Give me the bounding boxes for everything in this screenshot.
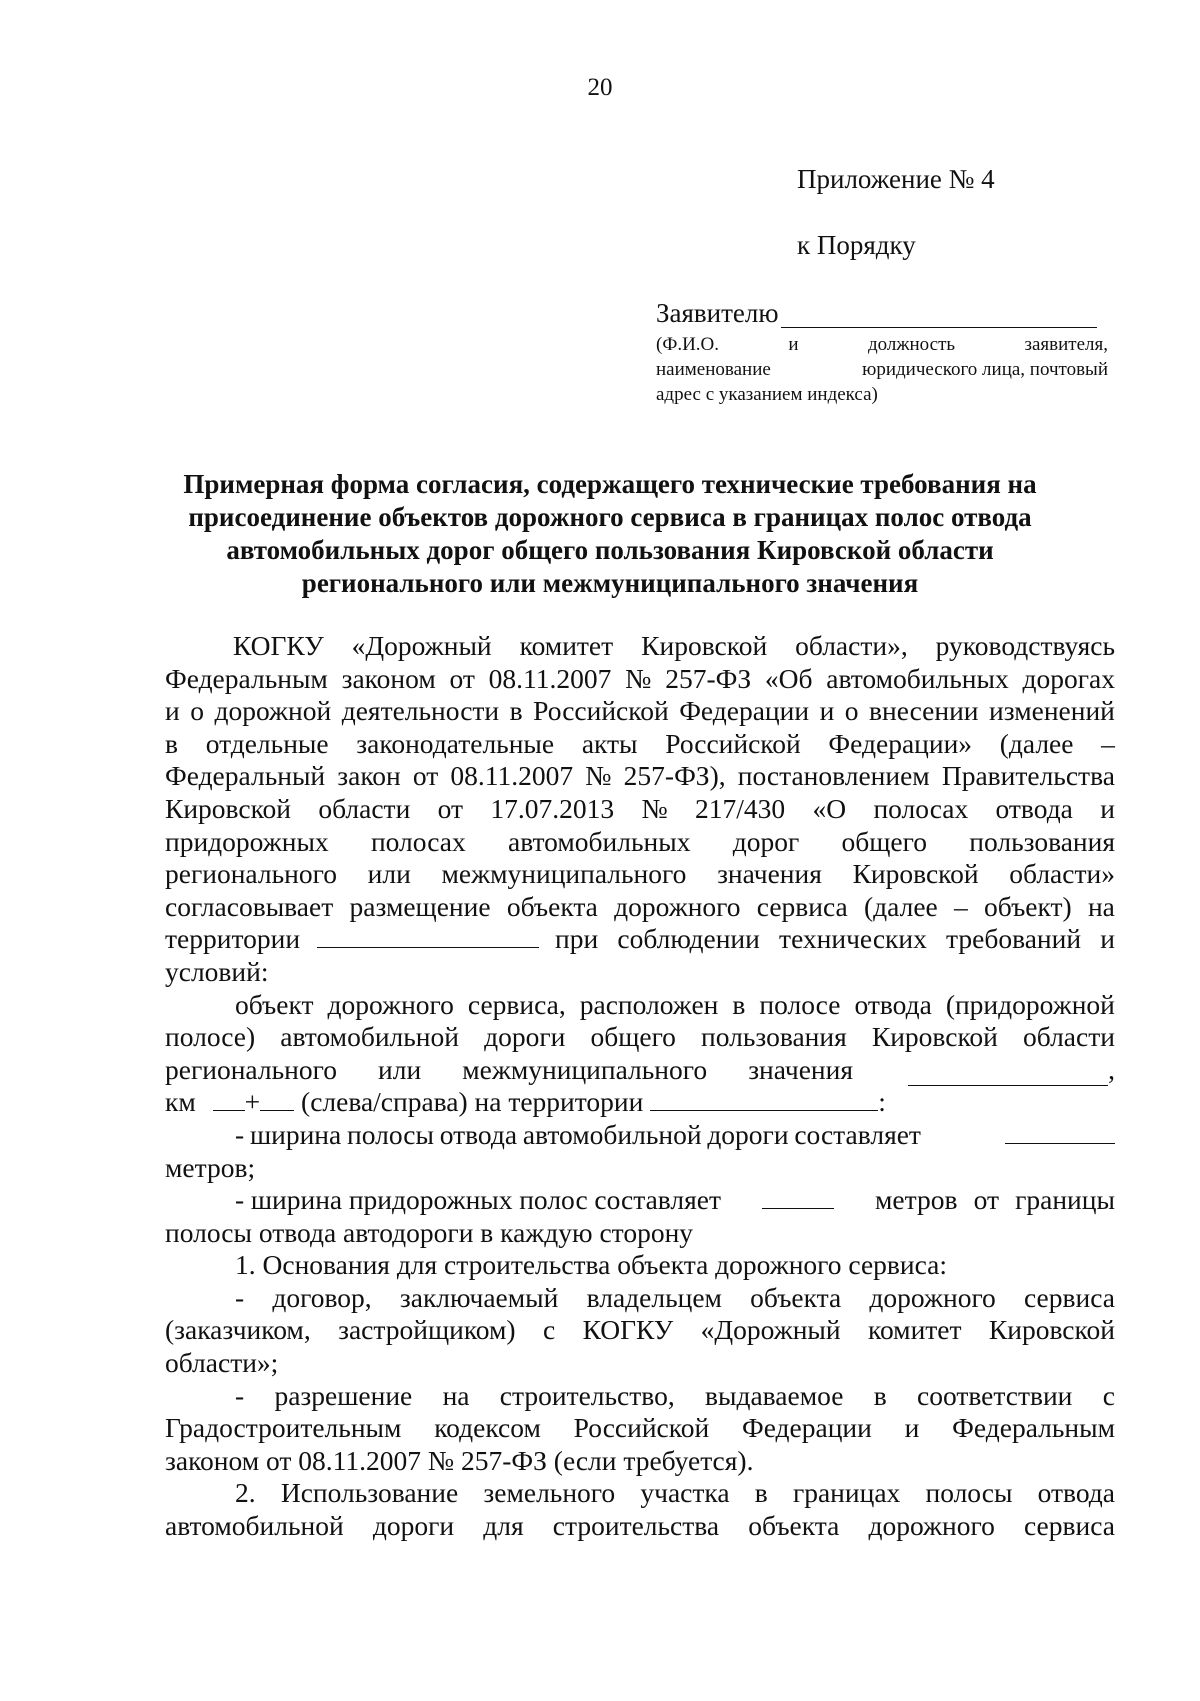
p2-line-2 [165,1021,1115,1054]
p1-line-10-rest [555,923,1115,956]
word: заключаемый [399,1281,559,1313]
word: законодательные [356,727,555,759]
word: - [235,1379,245,1411]
title-line-2: присоединение объектов дорожного сервиса в границах полос отвода [188,502,1032,532]
word: № [585,760,612,792]
word: отвода [995,792,1073,824]
word: 217/430 [695,792,786,824]
word: придорожных [348,1184,513,1216]
word: полос [519,1184,588,1216]
meters-blank-field[interactable] [260,1086,294,1111]
word: автомобильной [280,1021,459,1053]
word: Российской [665,727,801,759]
word: и [1100,792,1115,824]
word: полосах [370,825,466,857]
word: Федеральный [165,760,326,792]
word: Российской [533,695,669,727]
s1-b-line-2 [165,1412,1115,1445]
word: комитет [867,1314,962,1346]
word: «О [812,792,847,824]
word: полосы [925,1477,1013,1509]
word: руководствуясь [935,630,1115,661]
word: и [819,695,835,727]
annex-number: Приложение № 4 [797,164,995,194]
word: Федерации [679,695,810,727]
plus-sign: + [244,1086,261,1118]
word: для [483,1510,524,1542]
title-line-4: регионального или межмуниципального значения [301,568,919,598]
word: общего [590,1021,676,1053]
word: № [641,792,668,824]
word: строительство, [499,1379,675,1411]
word: области [1023,1021,1115,1053]
s1-a-line-3: области»; [165,1347,279,1379]
word: пользования [969,825,1115,857]
word: и [165,695,180,727]
word: КОГКУ [233,630,324,661]
word: отвода [439,1118,518,1150]
p1-line-5 [165,760,1115,793]
s1-b-line-1 [165,1380,1115,1413]
word: отвода [1037,1477,1115,1509]
word: регионального [165,1053,337,1085]
row-width-blank-field[interactable] [1005,1119,1115,1144]
word: - [235,1184,245,1216]
word: сервиса, [467,988,566,1020]
word: дорожного [327,988,454,1020]
word: Кировской [988,1314,1115,1346]
word: объект [235,988,314,1020]
word: договор, [272,1281,372,1313]
word: Федеральным [952,1412,1115,1444]
word: – [1101,727,1115,759]
word: сервиса [756,890,848,922]
p1-line-8 [165,858,1115,891]
word: общего [841,825,927,857]
word: в [509,695,523,727]
word: внесении [869,695,979,727]
word: и [1100,923,1115,955]
p4-line-2: полосы отвода автодороги в каждую сторону [165,1216,694,1248]
p1-line-3 [165,695,1115,728]
p2-line-3-words [165,1054,853,1087]
word: от [449,662,475,694]
word: постановлением [737,760,930,792]
word: строительства [552,1510,720,1542]
word: метров [875,1184,958,1216]
word: владельцем [586,1281,722,1313]
word: соответствии [917,1379,1073,1411]
word: дорожного [614,890,741,922]
word: полосы [347,1118,434,1150]
territory-blank-field[interactable] [317,923,539,948]
word: с [1102,1379,1115,1411]
p2-line-1 [165,989,1115,1022]
recipient-block [656,298,1108,407]
word: автомобильных [826,662,1009,694]
word: дорожной [214,695,332,727]
word: Кировской [871,1021,998,1053]
word: или [378,1053,422,1085]
word: технических [779,923,927,955]
word: регионального [165,858,337,890]
word: объекта [506,890,598,922]
km-label: км [165,1086,196,1118]
recipient-note-line-3: адрес с указанием индекса) [656,384,878,405]
word: и [904,1412,920,1444]
word: 257-ФЗ [665,662,752,694]
word: ширина [249,1118,342,1150]
word: требований [946,923,1082,955]
p1-line-1 [165,630,1115,663]
word: дороги [707,1118,789,1150]
word: Федерации [741,1412,872,1444]
p4-line-1-words [235,1184,721,1217]
word: при [555,923,599,955]
word: или [367,858,411,890]
word: на [1087,890,1115,922]
roadside-width-blank-field[interactable] [762,1184,834,1209]
word: и [788,334,799,355]
word: (далее [864,890,938,922]
s2-line-2 [165,1510,1115,1543]
p4-line-1-tail [875,1184,1115,1217]
word: от [412,760,439,792]
word: полосе [759,988,841,1020]
p4-line-1 [165,1184,1115,1217]
p1-line-11: условий: [165,955,269,987]
word: от [973,1184,999,1216]
word: «Об [764,662,813,694]
word: отвода [854,988,932,1020]
document-body [165,630,1115,1543]
word: изменений [989,695,1115,727]
word: границы [1015,1184,1115,1216]
word: Российской [573,1412,710,1444]
road-name-blank-field[interactable] [908,1061,1108,1086]
p1-line-10 [165,923,1115,956]
word: (заказчиком, [165,1314,311,1346]
s1-a-line-1 [165,1282,1115,1315]
word: Федеральным [165,662,328,694]
s1-b-line-3: законом от 08.11.2007 № 257-ФЗ (если требуется). [165,1444,754,1476]
word: Федерации» [828,727,973,759]
word: с [542,1314,556,1346]
word: дорожного [869,1281,996,1313]
annex-reference: к Порядку [797,230,916,260]
word: области» [1009,858,1115,890]
word: области», [795,630,908,661]
word: Градостроительным [165,1412,402,1444]
word: Кировской [165,792,292,824]
word: межмуниципального [441,858,687,890]
word: 17.07.2013 [490,792,615,824]
s1-a-line-2 [165,1314,1115,1347]
page-number: 20 [587,74,613,101]
word: № [625,662,652,694]
p3-line-1 [165,1119,1115,1152]
word: дорогах [1022,662,1115,694]
word: о [844,695,859,727]
word: разрешение [274,1379,413,1411]
word: дороги [484,1021,566,1053]
word: в [873,1379,887,1411]
word: Кировской [852,858,979,890]
word: законом [341,662,436,694]
word: размещение [349,890,491,922]
document-title [140,468,1080,600]
word: значения [748,1053,853,1085]
recipient-note-line-1 [656,332,1108,357]
recipient-blank-field[interactable] [781,301,1097,328]
word: деятельности [341,695,500,727]
word: сервиса [1024,1281,1115,1313]
p1-line-9 [165,891,1115,924]
word: «Дорожный [351,630,492,661]
title-line-1: Примерная форма согласия, содержащего технические требования на [183,469,1037,499]
word: от [437,792,464,824]
word: в [754,1477,768,1509]
word: объекта [750,1281,842,1313]
km-blank-field[interactable] [213,1086,245,1111]
s2-line-1 [165,1477,1115,1510]
word: в [732,988,746,1020]
word: расположен [579,988,719,1020]
p3-line-2: метров; [165,1151,256,1183]
word: пользования [701,1021,847,1053]
word: комитет [519,630,614,661]
word: застройщиком) [338,1314,516,1346]
word: объекта [748,1510,840,1542]
p1-line-7 [165,826,1115,859]
recipient-note [656,332,1108,407]
word: ширина [250,1184,343,1216]
word: Правительства [941,760,1115,792]
word: межмуниципального [462,1053,708,1085]
recipient-label: Заявителю [656,298,779,328]
word: - [235,1118,245,1150]
word: на [442,1379,470,1411]
word: 08.11.2007 [450,760,574,792]
word: наименование [656,359,771,380]
word: составляет [594,1184,721,1216]
word: (Ф.И.О. [656,334,720,355]
word: (придорожной [945,988,1115,1020]
word: полосе) [165,1021,256,1053]
side-territory-label: (слева/справа) на территории [301,1086,644,1118]
location-territory-blank-field[interactable] [650,1086,878,1111]
word: закон [337,760,401,792]
word: дорожного [868,1510,995,1542]
word: юридического лица, почтовый [862,359,1108,380]
p2-line-4 [165,1086,1115,1119]
word: области [318,792,411,824]
word: земельного [483,1477,616,1509]
word: о [190,695,204,727]
word: значения [717,858,822,890]
word: участка [640,1477,730,1509]
word: (далее [999,727,1074,759]
word: в [165,727,178,759]
word: дороги [372,1510,455,1542]
title-line-3: автомобильных дорог общего пользования Кировской области [226,535,994,565]
word: Использование [280,1477,459,1509]
territory-label: территории [165,923,301,955]
word: - [235,1281,245,1313]
recipient-note-line-2 [656,357,1108,382]
p2-line-3-comma: , [1108,1053,1115,1085]
word: полосах [873,792,969,824]
word: акты [581,727,638,759]
word: автомобильной [165,1510,344,1542]
p2-line-3 [165,1054,1115,1087]
word: согласовывает [165,890,334,922]
p3-line-1-words [235,1119,921,1152]
recipient-line [656,298,1108,328]
word: автомобильной [522,1118,702,1150]
p2-line-4-colon: : [878,1086,886,1118]
word: 257-ФЗ), [623,760,726,792]
word: отдельные [205,727,329,759]
p1-line-6 [165,793,1115,826]
word: границах [792,1477,901,1509]
word: соблюдении [617,923,760,955]
word: Кировской [641,630,768,661]
word: заявителя, [1024,334,1108,355]
word: должность [867,334,956,355]
word: 08.11.2007 [488,662,612,694]
word: автомобильных [507,825,691,857]
p1-line-2 [165,663,1115,696]
word: – [954,890,968,922]
word: составляет [794,1118,921,1150]
word: объект) [984,890,1072,922]
word: «Дорожный [700,1314,841,1346]
word: выдаваемое [705,1379,844,1411]
word: дорог [732,825,800,857]
word: придорожных [165,825,329,857]
section-1-heading: 1. Основания для строительства объекта дорожного сервиса: [235,1249,947,1281]
word: сервиса [1024,1510,1115,1542]
word: КОГКУ [582,1314,674,1346]
p1-line-4 [165,728,1115,761]
word: 2. [235,1477,256,1509]
word: кодексом [434,1412,541,1444]
